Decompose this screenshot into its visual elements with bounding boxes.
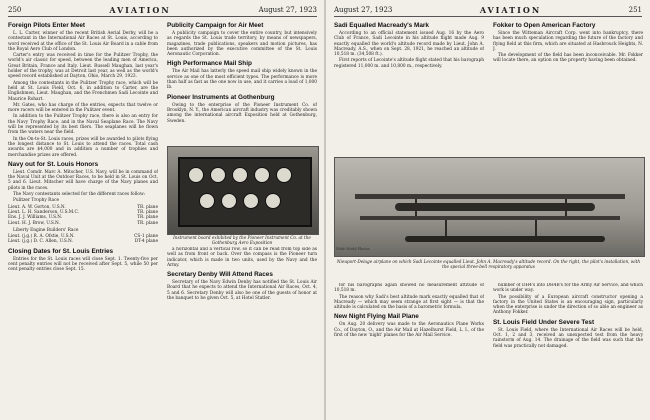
left-column-2-continued [167, 247, 317, 418]
article-paragraph: According to an official statement issued Aug. 16 by the Aero Club of France, Sadi Lecointe in his altitude flight made Aug. 9 exactly equalled the world's altitude record made by Lieut. John A. Macready, A.S., when on Sept. 28, 1921, he reached an altitude of 10,518 m. (34,508 ft.). [334, 31, 484, 58]
pilot-name: Lieut. (j.g.) R. A. Ofstie, U.S.N. [8, 234, 75, 240]
page-header [334, 4, 642, 17]
right-bottom-column-2 [493, 283, 643, 418]
dial-icon [276, 167, 292, 183]
roster-row [8, 221, 158, 226]
article-heading: Closing Dates for St. Louis Entries [8, 247, 114, 255]
left-column-1 [8, 19, 158, 418]
plane-type: TR. plane [137, 220, 158, 226]
article-paragraph: Lieut. Comdr. Marc A. Mitscher, U.S. Navy, will be in command of the Naval Unit at the Outdoor Races, to be held in St. Louis on Oct. 5 and 6. Lieut. Mitscher will have charge of the Navy planes and pilots in the races. [8, 169, 158, 191]
article-paragraph: On Aug. 20 delivery was made to the Aeronautics Plane Works Co., of Dayton, O., and the Air Mail at Hazelhurst Field, L. I., of the first of the new 'night' planes for the Air Mail Service. [334, 322, 484, 339]
dial-icon [199, 193, 215, 209]
article-paragraph: Secretary of the Navy Edwin Denby has notified the St. Louis Air Board that he expects to attend the International Air Races, Oct. 4, 5 and 6. Secretary Denby will also be one of the guests of honor at the banquet to be given Oct. 5, at Hotel Statler. [167, 280, 317, 302]
article-paragraph: In the On-to-St. Louis races, prizes will be awarded to pilots flying the longest distance to St. Louis to attend the races. Total cash awards are $4,000 and in addition a number of trophies and merchandise prizes are offered. [8, 136, 158, 158]
plane-type: DT-4 plane [134, 239, 158, 245]
plane-type: TR. plane [137, 215, 158, 221]
roster-row [8, 239, 158, 244]
right-column-2 [493, 19, 643, 153]
pilot-name: Lieut. A. W. Gorton, U.S.N. [8, 204, 66, 210]
article-heading: New Night Flying Mail Plane [334, 313, 419, 321]
page-number: 250 [8, 6, 22, 14]
wing-strut [415, 199, 417, 216]
article-paragraph: Pulitzer Trophy Race [13, 198, 60, 204]
article-heading: Foreign Pilots Enter Meet [8, 22, 86, 29]
article-paragraph: The possibility of a European aircraft constructor opening a factory in the United States is an encouraging sign, particularly when the enterprise is under the direction of so able an engineer as Anthony Fokker. [493, 294, 643, 316]
dial-icon [265, 193, 281, 209]
article-paragraph: Mr. Gates, who has charge of the entries, expects that twelve or more racers will be entered in the Pulitzer event. [8, 102, 158, 114]
plane-type: CS-1 plane [134, 234, 158, 240]
article-paragraph: The Navy contestants selected for the different races follow: [13, 192, 146, 198]
article-heading: Pioneer Instruments at Gothenburg [167, 93, 275, 101]
instrument-board-photo [167, 146, 319, 235]
wing-strut [565, 199, 567, 216]
right-page [326, 0, 650, 420]
pilot-name: Ens. J. J. Williams, U.S.N. [8, 215, 63, 221]
article-paragraph: A publicity campaign to cover the entire country, but intensively as regards the St. Louis trade territory, by means of newspapers, magazines, trade publications, speakers and motion pictures, has been authorized by the executive committee of the St. Louis Aeronautic Corporation. [167, 31, 317, 58]
article-heading: High Performance Mail Ship [167, 60, 252, 68]
lower-wing [360, 216, 620, 220]
float-strut [445, 220, 447, 236]
instrument-panel [178, 157, 312, 227]
issue-date: August 27, 1923 [334, 6, 393, 14]
issue-date: August 27, 1923 [258, 6, 317, 14]
article-heading: Secretary Denby Will Attend Races [167, 271, 273, 279]
article-paragraph: Liberty Engine Builders' Race [13, 227, 79, 233]
article-paragraph: St. Louis Field, where the International Air Races will be held, Oct. 1, 2 and 3, received an unexpected test from the heavy rainstorm of Aug. 14. The drainage of the field was such that the field was practically not damaged. [493, 327, 643, 349]
float [485, 236, 605, 242]
article-paragraph: First reports of Lecointe's altitude flight stated that his barograph registered 11,000 m. and 10,800 m., respectively. [334, 58, 484, 69]
article-paragraph: Entries for the St. Louis races will close Sept. 1. Twenty-five per cent penalty entries will not be received after Sept. 5, while 50 per cent penalty entries close Sept. 15. [8, 256, 158, 273]
article-heading: Fokker to Open American Factory [493, 22, 596, 29]
dial-icon [210, 167, 226, 183]
pilot-roster [8, 205, 158, 226]
article-paragraph: The reason why Sadi's best altitude mark exactly equalled that of Macready — which may seem strange at first sight — is that the altitude is calculated on the basis of a barometric formula. [334, 294, 484, 311]
page-number: 251 [628, 6, 642, 14]
article-paragraph: a horizontal and a vertical row, so it can be read from top side as well as from front or back. Over the compass is the Pioneer turn indicator, which is made in two units, used by the Navy and the Army. [167, 247, 317, 268]
dial-icon [254, 167, 270, 183]
article-paragraph: Owing to the enterprise of the Pioneer Instrument Co. of Brooklyn, N. Y., the American aircraft industry was creditably shown among the international aircraft Exposition held at Gothenburg, Sweden. [167, 102, 317, 124]
right-bottom-column-1 [334, 283, 484, 418]
magazine-title: AVIATION [109, 5, 171, 15]
pilot-name: Lieut. H. J. Brow, U.S.N. [8, 220, 60, 226]
right-column-1 [334, 19, 484, 153]
instrument-photo-caption: Instrument board exhibited by the Pioneer Instrument Co. at the Gothenburg Aero Exposition [173, 235, 311, 245]
article-heading: Sadi Equalled Macready's Mark [334, 22, 429, 29]
article-paragraph: Among the contestants in the Pulitzer Trophy race, which will be held at St. Louis Field, Oct. 6, in addition to Carter, are the Englishmen, Lieut. Maughan, and the Frenchmen Sadi Lecointe and Maurice Rohart. [8, 80, 158, 102]
article-heading: Navy out for St. Louis Honors [8, 160, 99, 168]
seaplane-photo-caption: Nieuport-Delage airplane on which Sadi Lecointe equalled Lieut. John A. Macready's altitude record. On the right, the pilot's installation, with the special three-bell respiratory apparatus [336, 259, 641, 269]
article-paragraph: L. L. Carter, winner of the recent British Aerial Derby, will be a contestant in the International Air Races at St. Louis, according to word received at the office of the St. Louis Air Board in a cable from the Royal Aero Club of London. [8, 31, 158, 52]
dial-icon [188, 167, 204, 183]
seaplane-photo [334, 157, 645, 257]
article-paragraph: Carter's entry was received in time for the Pulitzer Trophy, the world's air classic for speed, between the leading men of America, Great Britain, France and Italy. Lieut. Russell Maughan, last year's holder of the trophy, was at Detroit last year, as well as the world's speed record established at Dayton, Ohio, March 29, 1923. [8, 53, 158, 80]
article-heading: St. Louis Field Under Severe Test [493, 318, 595, 326]
plane-type: TR. plane [137, 209, 158, 215]
pilot-roster [8, 234, 158, 245]
dial-icon [221, 193, 237, 209]
article-paragraph: number of DH4's into DH4B's for the Army Air Service, and which work is under way. [493, 283, 643, 294]
photo-credit: Wide World Photos [336, 247, 370, 251]
article-paragraph: Since the Witteman Aircraft Corp. went into bankruptcy, there has been much speculation regarding the future of the factory and flying field at this firm, which are situated at Hasbrouck Heights, N. J. [493, 31, 643, 52]
article-heading: Publicity Campaign for Air Meet [167, 22, 264, 29]
left-column-2 [167, 19, 317, 144]
upper-wing [355, 194, 625, 199]
pilot-name: Lieut. L. H. Sanderson, U.S.M.C. [8, 209, 79, 215]
dial-icon [243, 193, 259, 209]
dial-icon [232, 167, 248, 183]
article-paragraph: The development of the field has been inconceivable. Mr. Fokker will locate there, an option on the property having been obtained. [493, 53, 643, 64]
article-paragraph: for his barographs again showed no measurement attitude of 10,518 m. [334, 283, 484, 294]
article-paragraph: The Air Mail has latterly the speed mail ship widely known in the service as one of the most efficient types. The performance is more than half as fast as the one now in use, and it carries a load of 1,000 lb. [167, 69, 317, 91]
article-paragraph: In addition to the Pulitzer Trophy race, there is also an entry for the Navy Trophy Race, and in the Naval Seaplane Race. The Navy will be represented by its best fliers. The seaplanes will be flown from the waters near the field. [8, 114, 158, 136]
magazine-title: AVIATION [479, 5, 542, 15]
page-header [8, 4, 317, 17]
float-strut [535, 220, 537, 236]
plane-type: TR. plane [137, 204, 158, 210]
pilot-name: Lieut. (j.g.) D. C. Allen, U.S.N. [8, 239, 73, 245]
